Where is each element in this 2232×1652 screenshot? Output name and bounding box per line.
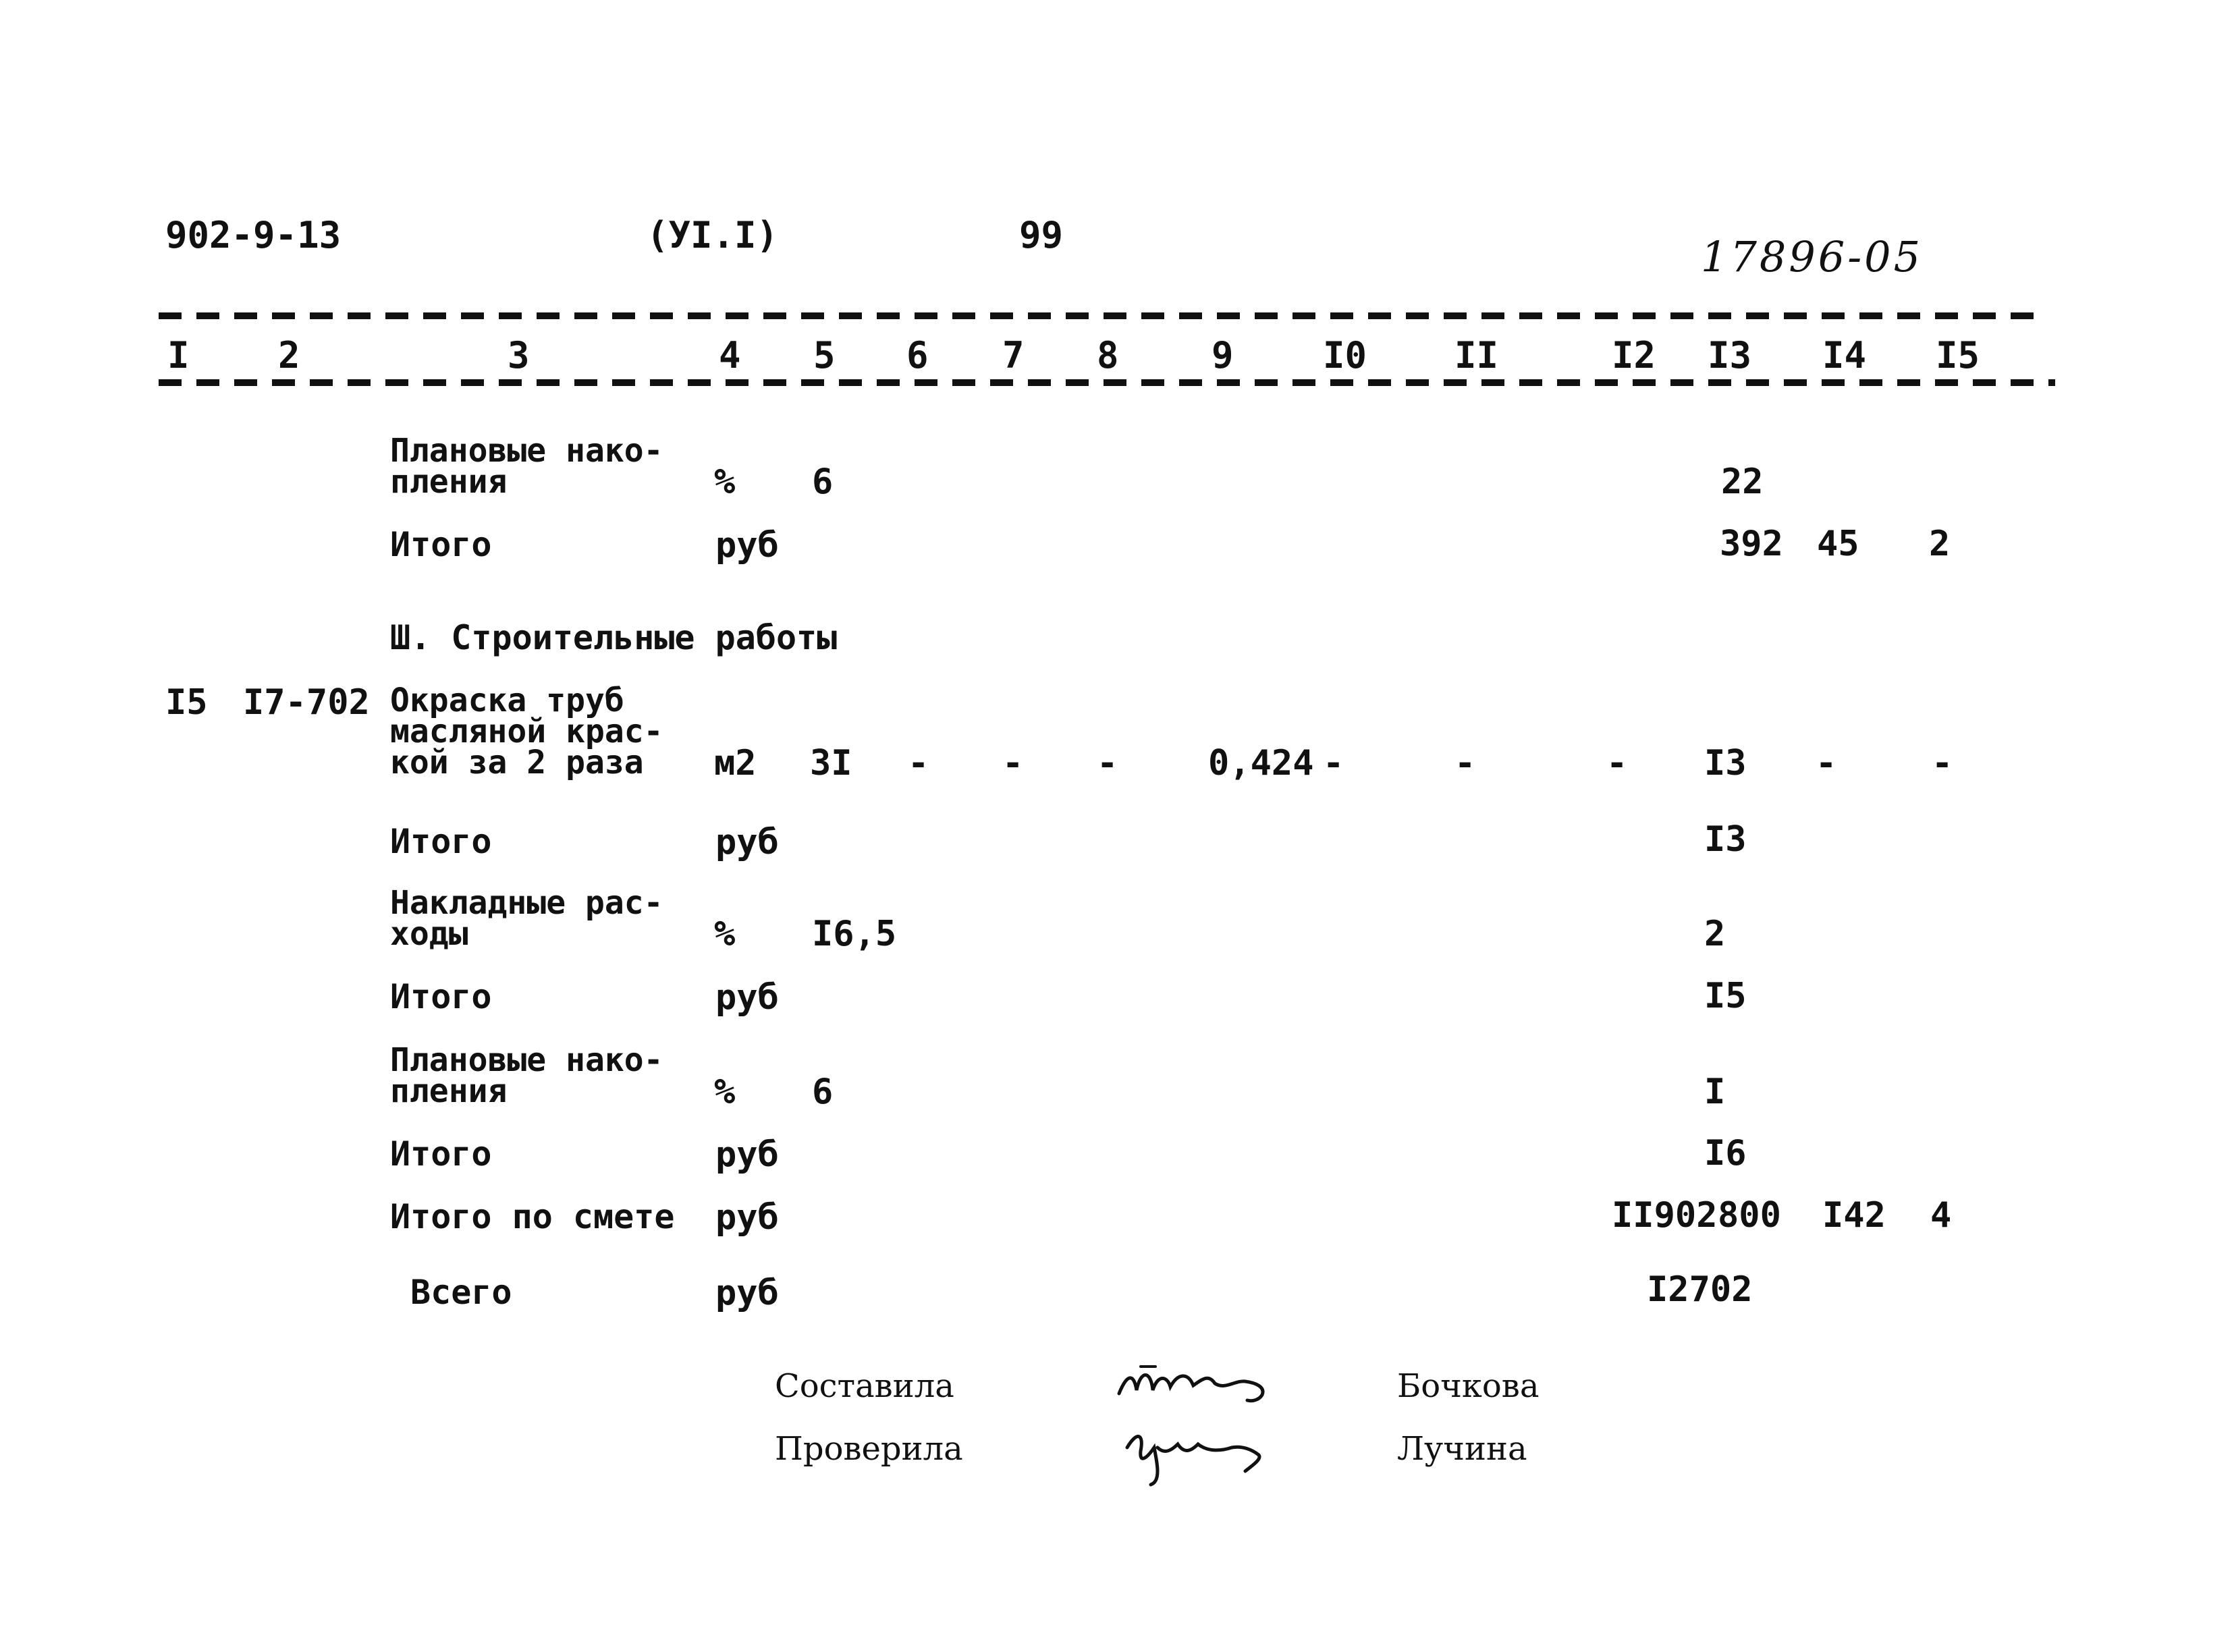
column-header-1: I <box>167 334 190 377</box>
item-col10: - <box>1323 743 1344 783</box>
column-header-3: 3 <box>508 334 530 377</box>
grand-total-unit: руб <box>715 1273 779 1313</box>
page-number: 99 <box>1019 214 1064 256</box>
document-code: 902-9-13 <box>165 214 342 256</box>
column-header-10: I0 <box>1323 334 1367 377</box>
overhead-unit: % <box>714 914 736 954</box>
compiled-by-name: Бочкова <box>1397 1367 1540 1405</box>
item-col13: I3 <box>1704 743 1747 783</box>
estimate-total-col15: 4 <box>1930 1195 1952 1236</box>
section-title: Ш. Строительные работы <box>390 618 838 657</box>
subtotal-2-label: Итого <box>390 822 492 861</box>
column-header-13: I3 <box>1708 334 1752 377</box>
estimate-total-label: Итого по смете <box>390 1197 675 1236</box>
compiled-signature <box>1114 1353 1276 1414</box>
item-col15: - <box>1932 743 1953 783</box>
item-quantity: 3I <box>810 743 852 783</box>
subtotal-4-label: Итого <box>390 1134 492 1174</box>
subtotal-3-unit: руб <box>715 977 779 1018</box>
item-code: I7-702 <box>243 682 370 723</box>
column-header-11: II <box>1454 334 1499 377</box>
column-header-14: I4 <box>1822 334 1867 377</box>
planned-savings-2-label: Плановые нако- пления <box>390 1041 663 1110</box>
planned-savings-amount: 22 <box>1721 462 1764 502</box>
checked-by-label: Проверила <box>775 1430 963 1468</box>
item-col14: - <box>1816 743 1837 783</box>
header-top-rule <box>159 312 2048 319</box>
item-label: Окраска труб масляной крас- кой за 2 раза <box>390 682 663 781</box>
subtotal-unit: руб <box>715 525 779 566</box>
header-bottom-rule <box>159 379 2055 386</box>
planned-savings-unit: % <box>714 462 736 502</box>
compiled-by-label: Составила <box>775 1367 954 1405</box>
estimate-total-col14: I42 <box>1822 1195 1886 1236</box>
inventory-number: 17896-05 <box>1701 232 1924 281</box>
column-header-8: 8 <box>1097 334 1119 377</box>
column-header-12: I2 <box>1612 334 1656 377</box>
estimate-total-col13: 800 <box>1718 1195 1781 1236</box>
subtotal-2-unit: руб <box>715 822 779 862</box>
item-col8: - <box>1097 743 1118 783</box>
item-col11: - <box>1454 743 1476 783</box>
subtotal-label: Итого <box>390 525 492 564</box>
subtotal-4-col13: I6 <box>1704 1133 1747 1174</box>
grand-total-label: Всего <box>410 1273 512 1312</box>
estimate-total-unit: руб <box>715 1197 779 1238</box>
subtotal-col14: 45 <box>1817 524 1859 564</box>
column-header-6: 6 <box>906 334 929 377</box>
column-header-9: 9 <box>1212 334 1234 377</box>
item-col12: - <box>1606 743 1628 783</box>
checked-signature <box>1120 1417 1276 1491</box>
subtotal-col15: 2 <box>1929 524 1951 564</box>
subtotal-3-label: Итого <box>390 977 492 1016</box>
item-col9: 0,424 <box>1208 743 1314 783</box>
estimate-total-col12: II902 <box>1612 1195 1718 1236</box>
subtotal-4-unit: руб <box>715 1134 779 1175</box>
planned-savings-2-rate: 6 <box>812 1072 834 1112</box>
planned-savings-2-unit: % <box>714 1072 736 1112</box>
subtotal-col13: 392 <box>1720 524 1783 564</box>
column-header-4: 4 <box>719 334 741 377</box>
overhead-rate: I6,5 <box>812 914 897 954</box>
grand-total-value: I2702 <box>1647 1269 1753 1310</box>
item-col7: - <box>1002 743 1024 783</box>
planned-savings-rate: 6 <box>812 462 834 502</box>
planned-savings-label: Плановые нако- пления <box>390 432 663 501</box>
column-header-2: 2 <box>278 334 300 377</box>
column-header-5: 5 <box>813 334 836 377</box>
overhead-label: Накладные рас- ходы <box>390 884 663 953</box>
planned-savings-2-amount: I <box>1704 1072 1726 1112</box>
subtotal-2-col13: I3 <box>1704 819 1747 860</box>
column-header-15: I5 <box>1936 334 1980 377</box>
item-col6: - <box>908 743 929 783</box>
column-header-7: 7 <box>1002 334 1025 377</box>
item-number: I5 <box>165 682 208 723</box>
checked-by-name: Лучина <box>1397 1430 1527 1468</box>
section-code: (УI.I) <box>647 214 779 256</box>
overhead-amount: 2 <box>1704 914 1726 954</box>
item-unit: м2 <box>714 743 757 783</box>
subtotal-3-col13: I5 <box>1704 976 1747 1016</box>
